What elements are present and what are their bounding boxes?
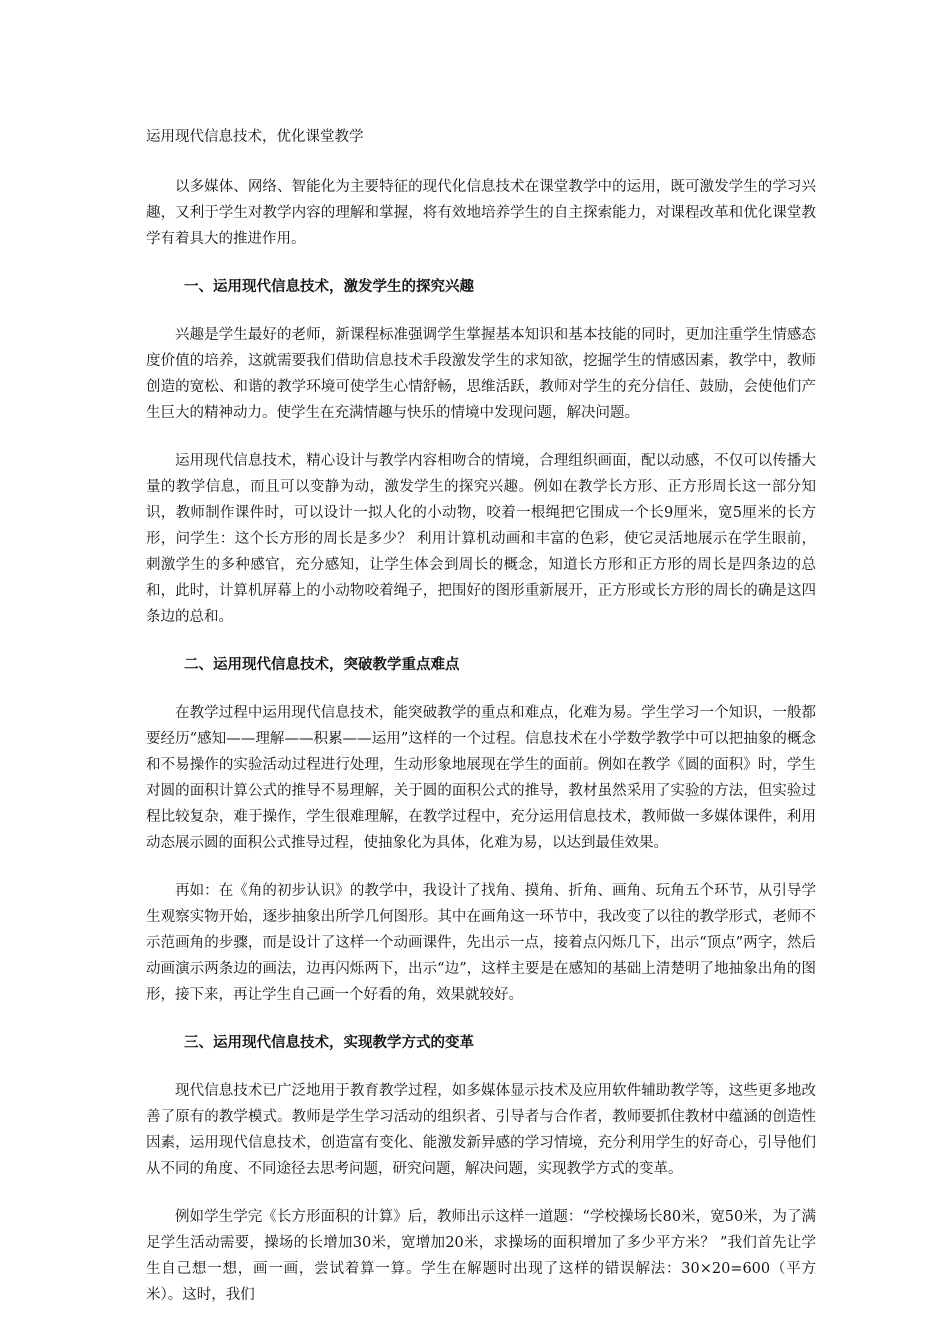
section-heading-1: 一、运用现代信息技术，激发学生的探究兴趣	[184, 278, 474, 295]
paragraph: 再如：在《角的初步认识》的教学中，我设计了找角、摸角、折角、画角、玩角五个环节，从引导学生观察实物开始，逐步抽象出所学几何图形。其中在画角这一环节中，我改变了以往的教学形式，老师不示范画角的步骤，而是设计了这样一个动画课件，先出示一点，接着点闪烁几下，出示“顶点”两字，然后动画演示两条边的画法，边再闪烁两下，出示“边”，这样主要是在感知的基础上清楚明了地抽象出角的图形，接下来，再让学生自己画一个好看的角，效果就较好。	[146, 883, 816, 1003]
paragraph: 例如学生学完《长方形面积的计算》后，教师出示这样一道题：“学校操场长80米，宽50米，为了满足学生活动需要，操场的长增加30米，宽增加20米，求操场的面积增加了多少平方米？ ”我们首先让学生自己想一想，画一画，尝试着算一算。学生在解题时出现了这样的错误解法：30×20=600（平方米）。这时，我们	[146, 1209, 816, 1303]
section-heading-3: 三、运用现代信息技术，实现教学方式的变革	[184, 1034, 474, 1051]
paragraph: 在教学过程中运用现代信息技术，能突破教学的重点和难点，化难为易。学生学习一个知识，一般都要经历“感知——理解——积累——运用”这样的一个过程。信息技术在小学数学教学中可以把抽象的概念和不易操作的实验活动过程进行处理，生动形象地展现在学生的面前。例如在教学《圆的面积》时，学生对圆的面积计算公式的推导不易理解，关于圆的面积公式的推导，教材虽然采用了实验的方法，但实验过程比较复杂，难于操作，学生很难理解，在教学过程中，充分运用信息技术，教师做一多媒体课件，利用动态展示圆的面积公式推导过程，使抽象化为具体，化难为易，以达到最佳效果。	[146, 705, 816, 851]
paragraph: 兴趣是学生最好的老师，新课程标准强调学生掌握基本知识和基本技能的同时，更加注重学生情感态度价值的培养，这就需要我们借助信息技术手段激发学生的求知欲，挖掘学生的情感因素，教学中，教师创造的宽松、和谐的教学环境可使学生心情舒畅，思维活跃，教师对学生的充分信任、鼓励，会使他们产生巨大的精神动力。使学生在充满情趣与快乐的情境中发现问题，解决问题。	[146, 327, 816, 421]
section-heading-2: 二、运用现代信息技术，突破教学重点难点	[184, 656, 460, 673]
document-title: 运用现代信息技术，优化课堂教学	[146, 129, 364, 145]
paragraph: 运用现代信息技术，精心设计与教学内容相吻合的情境，合理组织画面，配以动感，不仅可以传播大量的教学信息，而且可以变静为动，激发学生的探究兴趣。例如在教学长方形、正方形周长这一部分知识，教师制作课件时，可以设计一拟人化的小动物，咬着一根绳把它围成一个长9厘米，宽5厘米的长方形，问学生：这个长方形的周长是多少？ 利用计算机动画和丰富的色彩，使它灵活地展示在学生眼前，刺激学生的多种感官，充分感知，让学生体会到周长的概念，知道长方形和正方形的周长是四条边的总和，此时，计算机屏幕上的小动物咬着绳子，把围好的图形重新展开，正方形或长方形的周长的确是这四条边的总和。	[146, 453, 816, 625]
paragraph: 现代信息技术已广泛地用于教育教学过程，如多媒体显示技术及应用软件辅助教学等，这些更多地改善了原有的教学模式。教师是学生学习活动的组织者、引导者与合作者，教师要抓住教材中蕴涵的创造性因素，运用现代信息技术，创造富有变化、能激发新异感的学习情境，充分利用学生的好奇心，引导他们从不同的角度、不同途径去思考问题，研究问题，解决问题，实现教学方式的变革。	[146, 1083, 816, 1177]
paragraph-intro: 以多媒体、网络、智能化为主要特征的现代化信息技术在课堂教学中的运用，既可激发学生的学习兴趣，又利于学生对教学内容的理解和掌握，将有效地培养学生的自主探索能力，对课程改革和优化课堂教学有着具大的推进作用。	[146, 179, 816, 247]
document-page	[146, 124, 816, 1330]
